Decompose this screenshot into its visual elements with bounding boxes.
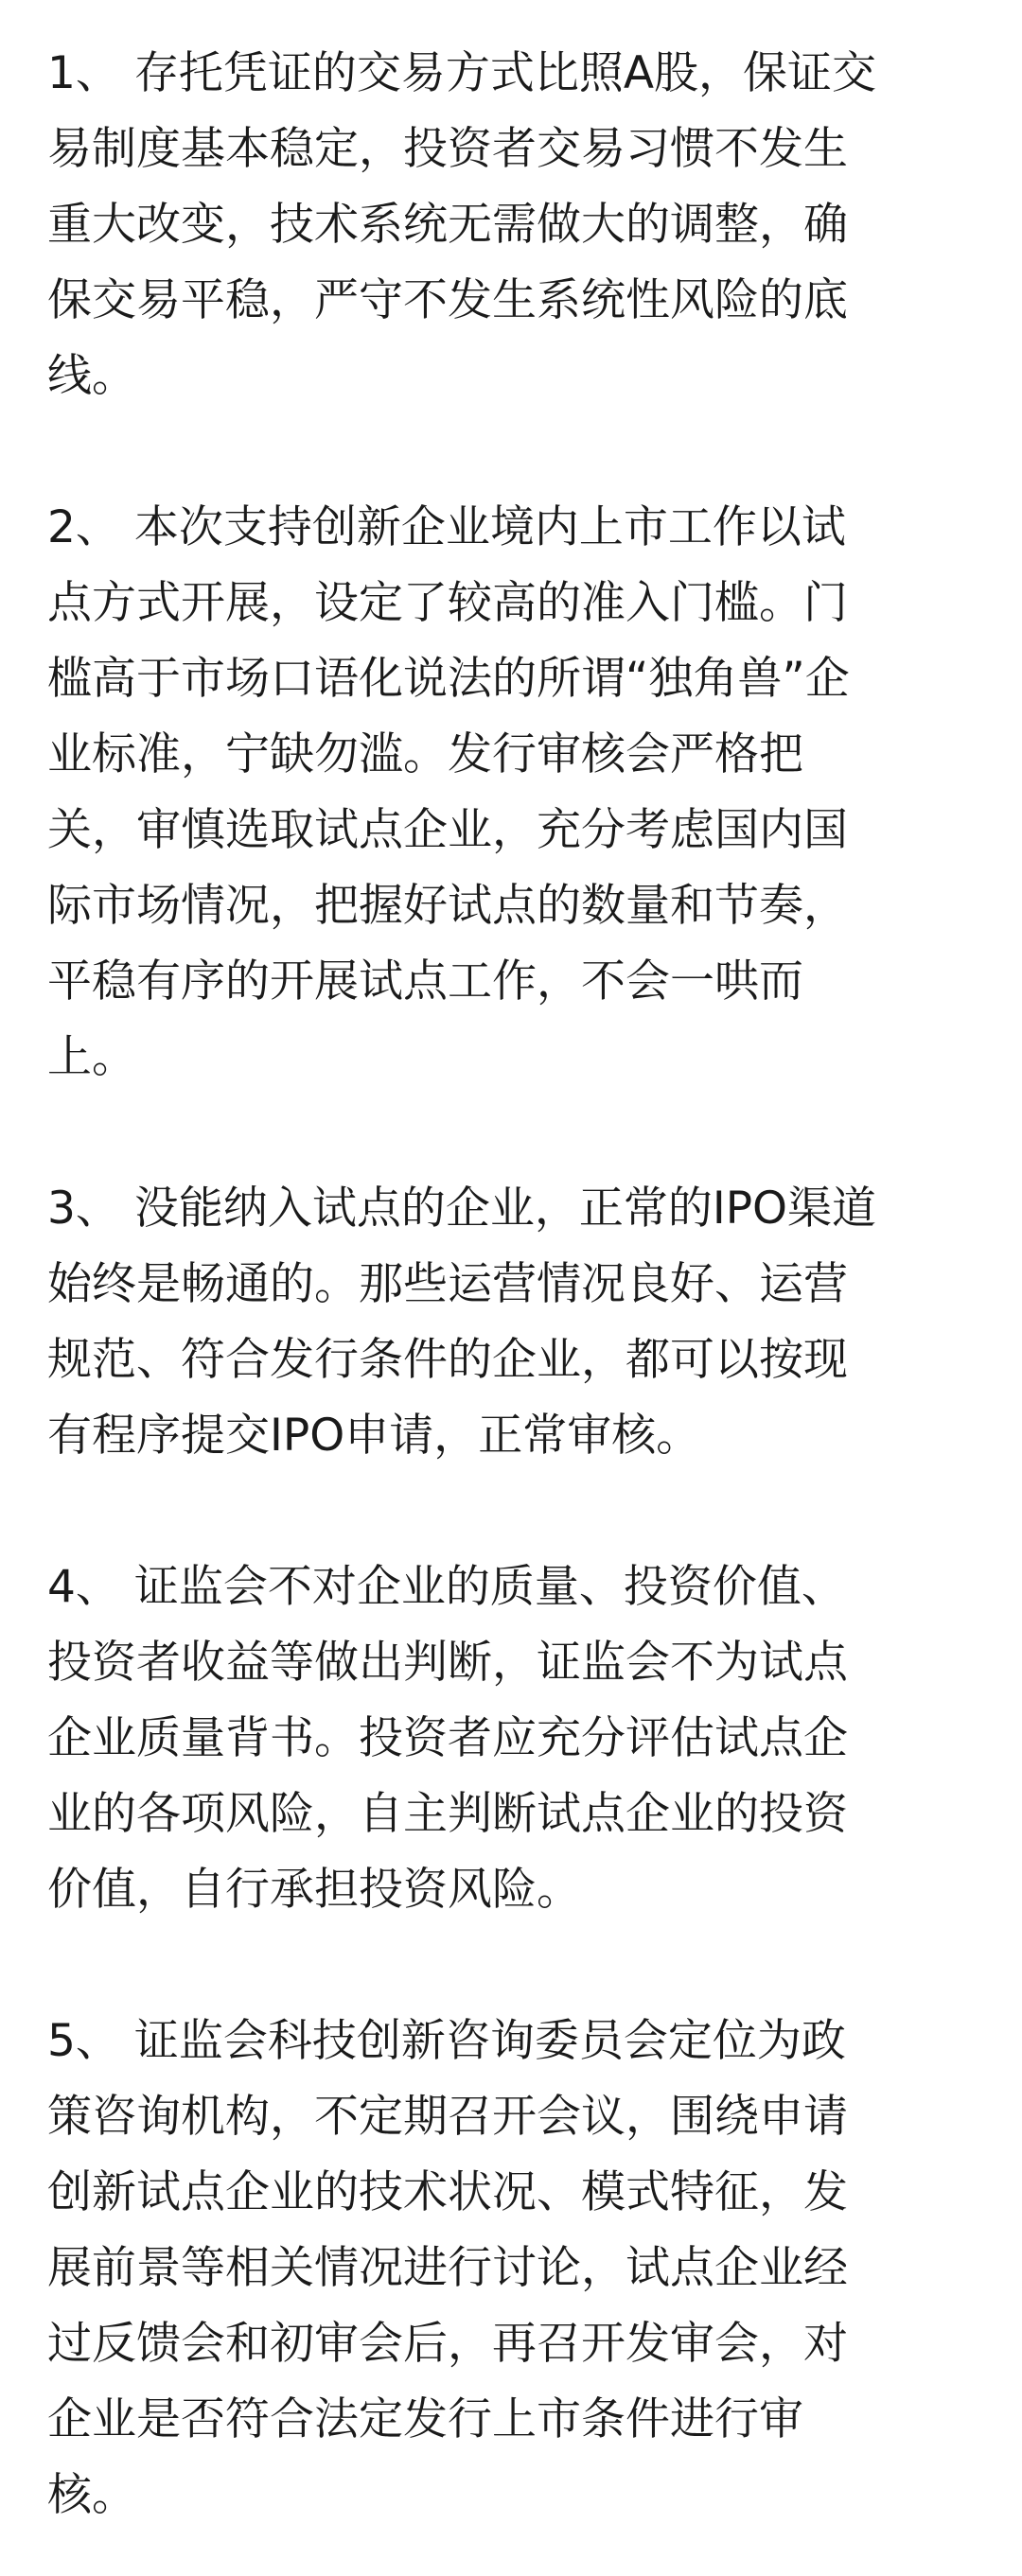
text-line: 创新试点企业的技术状况、模式特征，发 — [47, 2166, 848, 2218]
text-line: 平稳有序的开展试点工作，不会一哄而 — [47, 955, 803, 1008]
text-line: 价值，自行承担投资风险。 — [47, 1864, 581, 1916]
text-line: 有程序提交IPO申请，正常审核。 — [47, 1410, 701, 1462]
text-line: 业标准，宁缺勿滥。发行审核会严格把 — [47, 728, 803, 780]
text-line: 策咨询机构，不定期召开会议，围绕申请 — [47, 2091, 848, 2143]
text-line: 点方式开展，设定了较高的准入门槛。门 — [47, 577, 848, 629]
text-line: 规范、符合发行条件的企业，都可以按现 — [47, 1334, 848, 1386]
text-line: 上。 — [47, 1031, 136, 1083]
text-line: 展前景等相关情况进行讨论，试点企业经 — [47, 2242, 848, 2294]
paragraph-4 — [47, 1550, 975, 1928]
text-line: 投资者收益等做出判断，证监会不为试点 — [47, 1637, 848, 1689]
paragraph-5 — [47, 2004, 975, 2533]
text-line: 重大改变，技术系统无需做大的调整，确 — [47, 199, 848, 251]
text-line: 易制度基本稳定，投资者交易习惯不发生 — [47, 123, 848, 175]
text-line: 线。 — [47, 350, 136, 402]
text-line: 1、 存托凭证的交易方式比照A股，保证交 — [47, 47, 876, 99]
paragraph-1 — [47, 36, 975, 414]
text-line: 企业是否符合法定发行上市条件进行审 — [47, 2393, 803, 2445]
text-line: 过反馈会和初审会后，再召开发审会，对 — [47, 2318, 848, 2370]
text-line: 始终是畅通的。那些运营情况良好、运营 — [47, 1258, 848, 1310]
text-line: 保交易平稳，严守不发生系统性风险的底 — [47, 274, 848, 326]
text-line: 4、 证监会不对企业的质量、投资价值、 — [47, 1561, 846, 1613]
text-line: 槛高于市场口语化说法的所谓“独角兽”企 — [47, 653, 850, 705]
paragraph-2 — [47, 490, 975, 1095]
text-line: 2、 本次支持创新企业境内上市工作以试 — [47, 501, 846, 553]
text-line: 关，审慎选取试点企业，充分考虑国内国 — [47, 804, 848, 856]
text-line: 5、 证监会科技创新咨询委员会定位为政 — [47, 2015, 846, 2067]
article-body — [47, 36, 975, 2533]
text-line: 3、 没能纳入试点的企业，正常的IPO渠道 — [47, 1183, 877, 1235]
text-line: 企业质量背书。投资者应充分评估试点企 — [47, 1712, 848, 1764]
text-line: 际市场情况，把握好试点的数量和节奏， — [47, 880, 848, 932]
paragraph-3 — [47, 1171, 975, 1474]
text-line: 业的各项风险，自主判断试点企业的投资 — [47, 1788, 848, 1840]
text-line: 核。 — [47, 2469, 136, 2521]
